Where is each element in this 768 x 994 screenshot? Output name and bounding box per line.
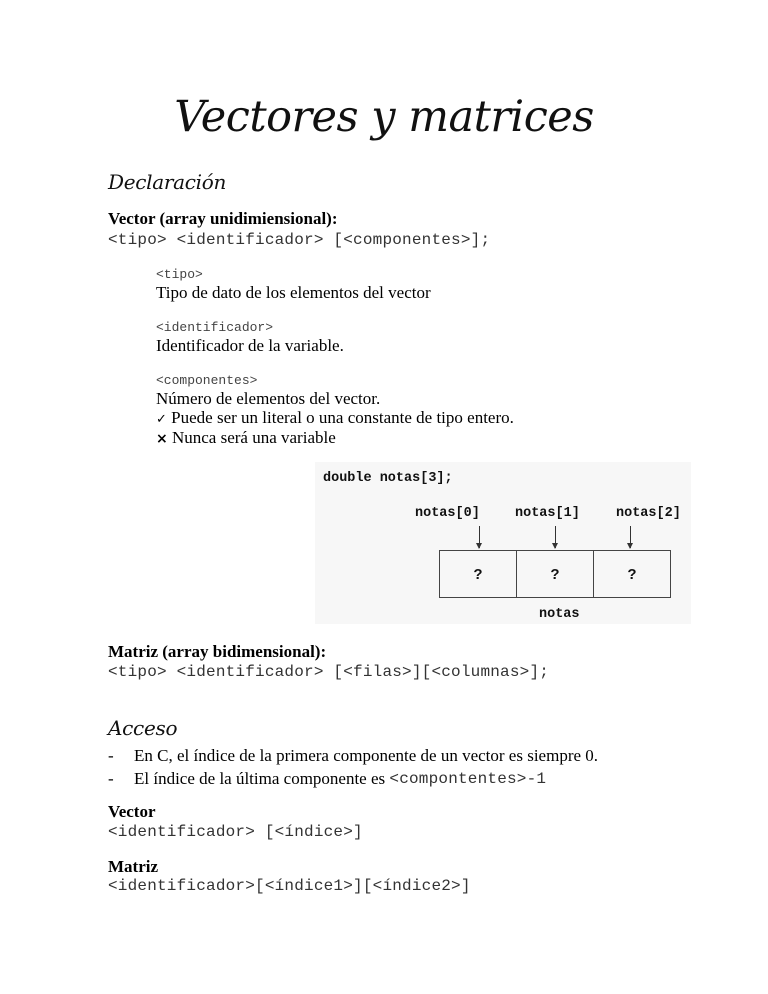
matrix-declaration-label: Matriz (array bidimensional): bbox=[108, 642, 327, 661]
access-vector-syntax: <identificador> [<índice>] bbox=[108, 823, 363, 841]
param-name-componentes: <componentes> bbox=[156, 373, 258, 388]
param-name-tipo: <tipo> bbox=[156, 267, 203, 282]
bullet-text: El índice de la última componente es bbox=[134, 769, 390, 788]
index-label-1: notas[1] bbox=[515, 506, 580, 521]
vector-declaration-label: Vector (array unidimiensional): bbox=[108, 209, 338, 228]
cross-icon: × bbox=[156, 431, 168, 447]
page-title: Vectores y matrices bbox=[174, 92, 594, 142]
diagram-declaration: double notas[3]; bbox=[323, 471, 453, 486]
arrow-down-icon bbox=[555, 526, 556, 548]
matrix-declaration-syntax: <tipo> <identificador> [<filas>][<columnas>]; bbox=[108, 663, 550, 681]
param-name-identificador: <identificador> bbox=[156, 320, 274, 335]
section-heading-declaracion: Declaración bbox=[108, 170, 227, 194]
check-icon: ✓ bbox=[156, 412, 167, 427]
array-cell-0: ? bbox=[440, 551, 517, 597]
rule-forbidden-text: Nunca será una variable bbox=[171, 428, 336, 447]
array-cell-1: ? bbox=[517, 551, 594, 597]
param-desc-identificador: Identificador de la variable. bbox=[156, 336, 344, 355]
arrow-down-icon bbox=[479, 526, 480, 548]
bullet-text: En C, el índice de la primera componente de un vector es siempre 0. bbox=[134, 746, 599, 765]
vector-declaration-syntax: <tipo> <identificador> [<componentes>]; bbox=[108, 231, 491, 249]
bullet-dash: - bbox=[108, 746, 114, 765]
bullet-dash: - bbox=[108, 769, 114, 788]
rule-allowed bbox=[156, 408, 514, 428]
index-label-2: notas[2] bbox=[616, 506, 681, 521]
access-vector-label: Vector bbox=[108, 802, 156, 821]
list-item bbox=[108, 769, 546, 789]
arrow-down-icon bbox=[630, 526, 631, 548]
vector-diagram bbox=[315, 462, 691, 624]
array-name-label: notas bbox=[539, 607, 580, 622]
rule-forbidden bbox=[156, 428, 336, 448]
param-desc-componentes: Número de elementos del vector. bbox=[156, 389, 381, 408]
list-item bbox=[108, 746, 598, 766]
access-matrix-syntax: <identificador>[<índice1>][<índice2>] bbox=[108, 877, 471, 895]
access-matrix-label: Matriz bbox=[108, 857, 159, 876]
array-cells bbox=[439, 550, 671, 598]
rule-allowed-text: Puede ser un literal o una constante de tipo entero. bbox=[171, 408, 514, 427]
bullet-code: <compontentes>-1 bbox=[389, 770, 547, 788]
section-heading-acceso: Acceso bbox=[108, 716, 178, 740]
param-desc-tipo: Tipo de dato de los elementos del vector bbox=[156, 283, 431, 302]
index-label-0: notas[0] bbox=[415, 506, 480, 521]
array-cell-2: ? bbox=[627, 565, 637, 583]
